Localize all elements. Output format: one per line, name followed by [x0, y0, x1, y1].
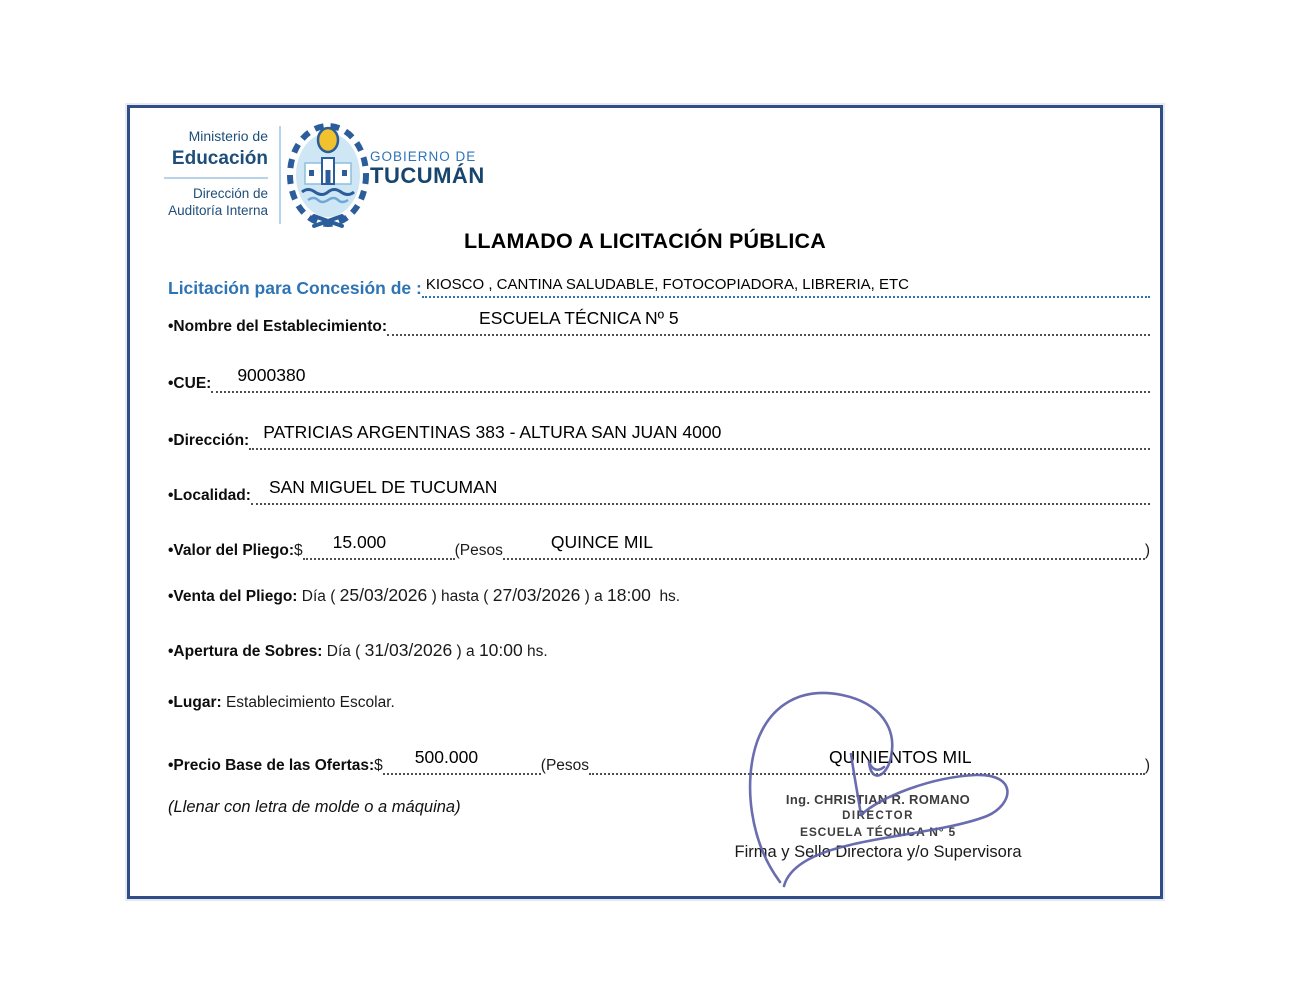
document-frame — [127, 105, 1163, 899]
nombre-value: ESCUELA TÉCNICA Nº 5 — [479, 308, 679, 328]
direccion-fill-line — [249, 420, 1150, 450]
header-vertical-divider — [279, 126, 281, 224]
tucuman-coat-of-arms-icon — [284, 120, 372, 230]
field-row-cue — [168, 363, 1150, 393]
precio-base-currency: $ — [374, 757, 383, 774]
government-block — [370, 150, 485, 187]
apertura-sobres-date: 31/03/2026 — [364, 640, 453, 660]
localidad-fill-line — [251, 475, 1150, 505]
field-row-valor-pliego — [168, 530, 1150, 560]
signature-caption: Firma y Sello Directora y/o Supervisora — [734, 843, 1022, 861]
government-name: TUCUMÁN — [370, 163, 485, 189]
fill-instructions-note: (Llenar con letra de molde o a máquina) — [168, 798, 461, 816]
field-row-lugar — [168, 694, 1150, 724]
field-row-venta-pliego — [168, 586, 1150, 616]
localidad-value: SAN MIGUEL DE TUCUMAN — [268, 477, 498, 497]
stamp-role: DIRECTOR — [842, 810, 914, 822]
venta-pliego-until: ) hasta ( — [427, 588, 493, 605]
valor-pliego-pesos-label: (Pesos — [454, 542, 503, 559]
field-row-precio-base — [168, 745, 1150, 775]
cue-fill-line — [211, 363, 1150, 393]
venta-pliego-end-date: 27/03/2026 — [492, 585, 581, 605]
apertura-sobres-day-prefix: Día ( — [322, 643, 365, 660]
valor-pliego-amount-line — [303, 530, 455, 560]
venta-pliego-time: 18:00 — [607, 585, 651, 605]
apertura-sobres-at: ) a — [452, 643, 479, 660]
precio-base-pesos-label: (Pesos — [540, 757, 590, 774]
valor-pliego-amount: 15.000 — [332, 532, 387, 552]
apertura-sobres-hours-suffix: hs. — [522, 643, 548, 660]
stamp-school: ESCUELA TÉCNICA N° 5 — [800, 825, 956, 839]
lugar-value: Establecimiento Escolar. — [221, 694, 395, 711]
venta-pliego-hours-suffix: hs. — [650, 588, 681, 605]
concession-label: Licitación para Concesión de : — [168, 278, 422, 298]
field-row-nombre — [168, 306, 1150, 336]
localidad-label: •Localidad: — [168, 487, 251, 504]
cue-label: •CUE: — [168, 375, 212, 392]
nombre-fill-line — [387, 306, 1150, 336]
valor-pliego-words-line — [503, 530, 1145, 560]
field-row-direccion — [168, 420, 1150, 450]
precio-base-amount-words: QUINIENTOS MIL — [829, 747, 972, 767]
ministry-top-label: Ministerio de — [188, 128, 268, 144]
precio-base-amount: 500.000 — [414, 747, 479, 767]
stamp-name: Ing. CHRISTIAN R. ROMANO — [785, 792, 971, 807]
ministry-name: Educación — [171, 147, 268, 169]
concession-value: KIOSCO , CANTINA SALUDABLE, FOTOCOPIADORA, LIBRERIA, ETC — [425, 276, 909, 293]
ministry-divider — [164, 177, 268, 179]
concession-fill-line — [422, 268, 1150, 298]
cue-value: 9000380 — [237, 365, 306, 385]
venta-pliego-label: •Venta del Pliego: — [168, 588, 298, 605]
ministry-block — [134, 128, 268, 220]
direccion-value: PATRICIAS ARGENTINAS 383 - ALTURA SAN JUAN 4000 — [263, 422, 722, 442]
lugar-label: •Lugar: — [168, 694, 222, 711]
page-title: LLAMADO A LICITACIÓN PÚBLICA — [464, 229, 826, 253]
concession-row — [168, 268, 1150, 298]
precio-base-label: •Precio Base de las Ofertas: — [168, 757, 375, 774]
signature-stamp-block — [692, 792, 1064, 862]
department-line1: Dirección de — [192, 186, 268, 202]
venta-pliego-start-date: 25/03/2026 — [339, 585, 428, 605]
field-row-localidad — [168, 475, 1150, 505]
valor-pliego-close-paren: ) — [1144, 542, 1150, 559]
valor-pliego-label: •Valor del Pliego: — [168, 542, 295, 559]
field-row-apertura-sobres — [168, 641, 1150, 671]
direccion-label: •Dirección: — [168, 432, 250, 449]
venta-pliego-at: ) a — [580, 588, 608, 605]
valor-pliego-amount-words: QUINCE MIL — [550, 532, 653, 552]
valor-pliego-currency: $ — [294, 542, 303, 559]
apertura-sobres-label: •Apertura de Sobres: — [168, 643, 323, 660]
precio-base-close-paren: ) — [1144, 757, 1150, 774]
government-prefix: GOBIERNO DE — [370, 149, 477, 164]
precio-base-words-line — [589, 745, 1145, 775]
nombre-label: •Nombre del Establecimiento: — [168, 318, 388, 335]
venta-pliego-day-prefix: Día ( — [297, 588, 340, 605]
apertura-sobres-time: 10:00 — [478, 640, 523, 660]
department-line2: Auditoría Interna — [168, 203, 268, 219]
precio-base-amount-line — [383, 745, 541, 775]
